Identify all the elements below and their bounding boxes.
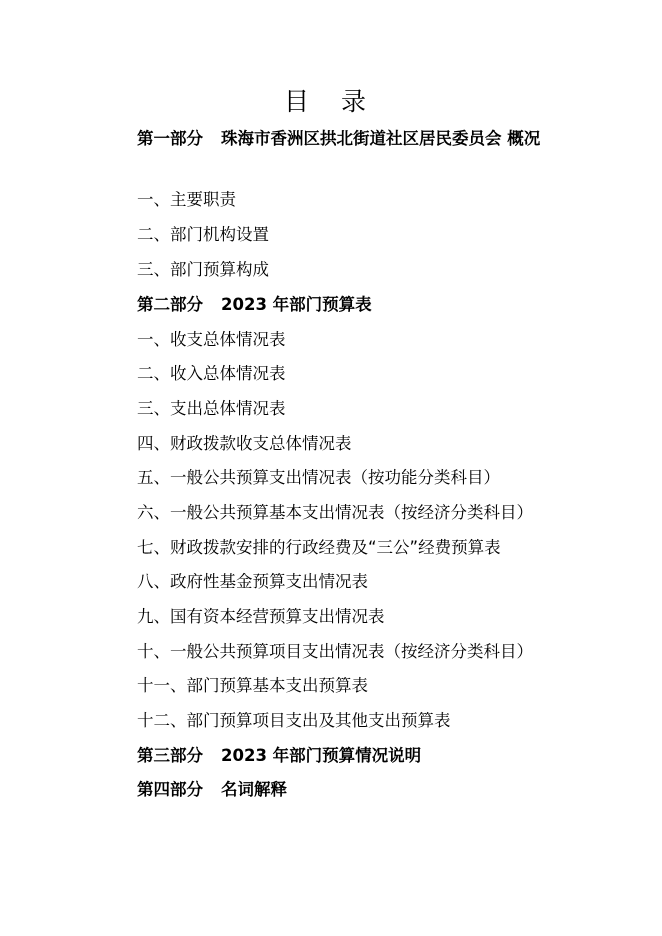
toc-part3-title: 2023 年部门预算情况说明 [221, 746, 422, 765]
toc-part2-item-2: 二、收入总体情况表 [137, 364, 286, 383]
toc-part1-title: 珠海市香洲区拱北街道社区居民委员会 概况 [221, 129, 541, 148]
toc-part2-item-1: 一、收支总体情况表 [137, 330, 286, 349]
toc-part1-heading [101, 120, 571, 158]
toc-part2-item-9: 九、国有资本经营预算支出情况表 [137, 607, 385, 626]
toc-part2-item-4: 四、财政拨款收支总体情况表 [137, 434, 352, 453]
toc-part4-heading [137, 779, 287, 801]
toc-part1-label: 第一部分 [137, 129, 203, 148]
toc-part2-heading [137, 294, 372, 316]
toc-part4-title: 名词解释 [221, 780, 287, 799]
toc-part2-title: 2023 年部门预算表 [221, 295, 372, 314]
toc-part2-item-7: 七、财政拨款安排的行政经费及“三公”经费预算表 [137, 538, 501, 557]
toc-part1-item-3: 三、部门预算构成 [137, 260, 269, 279]
toc-part3-heading [137, 745, 421, 767]
toc-part2-label: 第二部分 [137, 295, 203, 314]
toc-part2-item-5: 五、一般公共预算支出情况表（按功能分类科目） [137, 468, 500, 487]
toc-part4-label: 第四部分 [137, 780, 203, 799]
toc-part2-item-6: 六、一般公共预算基本支出情况表（按经济分类科目） [137, 503, 533, 522]
toc-title: 目 录 [284, 87, 378, 116]
toc-part2-item-11: 十一、部门预算基本支出预算表 [137, 676, 368, 695]
toc-part1-item-2: 二、部门机构设置 [137, 225, 269, 244]
toc-part2-item-8: 八、政府性基金预算支出情况表 [137, 572, 368, 591]
toc-part2-item-12: 十二、部门预算项目支出及其他支出预算表 [137, 711, 451, 730]
toc-part3-label: 第三部分 [137, 746, 203, 765]
toc-part1-item-1: 一、主要职责 [137, 190, 236, 209]
toc-part2-item-10: 十、一般公共预算项目支出情况表（按经济分类科目） [137, 642, 533, 661]
toc-part2-item-3: 三、支出总体情况表 [137, 399, 286, 418]
